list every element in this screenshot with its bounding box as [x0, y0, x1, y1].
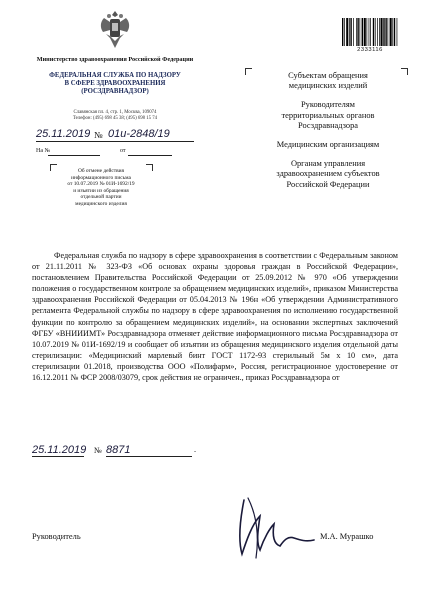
na-label: На № — [36, 148, 51, 154]
registration-no-label: № — [94, 130, 103, 140]
body-paragraph: Федеральная служба по надзору в сфере здравоохранения в соответствии с Федеральным законом от 21.11.2011 № 323-ФЗ «Об основах охраны здоровья граждан в Российской Федерации», постановлением Правительства Российской Федерации от 25.09.2012 № 970 «Об утверждении положения о государственном контроле за обращением медицинских изделий», приказом Министерства здравоохранения Российской Федерации от 05.04.2013 № 196н «Об утверждении Административного регламента Федеральной службы по надзору в сфере здравоохранения по исполнению государственной функции по контролю за обращением медицинских изделий», на основании экспертных заключений ФГБУ «ВНИИИМТ» Росздравнадзора отменяет действие информационного письма Росздравнадзора от 10.07.2019 № 01И-1692/19 и сообщает об изъятии из обращения медицинского изделия отдельной даты стерилизации: «Медицинский марлевый бинт ГОСТ 1172-93 стерильный 5м х 10 см», дата стерилизации 01.2018, производства ООО «Полифарм», Россия, регистрационное удостоверение от 16.12.2011 № ФСР 2008/03079, срок действия не ограничен., приказ Росздравнадзора от — [32, 251, 398, 383]
order-reference — [32, 444, 232, 458]
ministry-name: Министерство здравоохранения Российской Федерации — [36, 56, 194, 63]
addressee-1: Субъектам обращения медицинских изделий — [288, 71, 368, 91]
order-number-underline — [106, 456, 192, 457]
addressee-block — [253, 71, 403, 199]
addressee-bracket-left — [245, 68, 252, 75]
signer-name: М.А. Мурашко — [320, 532, 374, 541]
order-date: 25.11.2019 — [32, 444, 87, 456]
addressee-3: Медицинским организациям — [276, 140, 380, 150]
order-no-label: № — [94, 446, 102, 455]
barcode-number: 2333116 — [357, 47, 383, 53]
na-underline — [48, 155, 100, 156]
subject-line-6: медицинского изделия — [75, 200, 127, 207]
subject-line-2: информационного письма — [71, 174, 131, 181]
order-number: 8871 — [106, 444, 131, 456]
barcode-image — [342, 18, 398, 46]
registration-underline — [36, 141, 194, 142]
ot-underline — [128, 155, 172, 156]
head-label: Руководитель — [32, 532, 81, 541]
subject-line-5: отдельной партии — [80, 194, 122, 201]
order-date-underline — [32, 456, 84, 457]
address-block — [20, 110, 210, 122]
phone-line: Телефон: (495) 698 45 38; (495) 698 15 74 — [72, 116, 158, 122]
subject-line-4: и изъятии из обращения — [73, 187, 129, 194]
service-line-1: ФЕДЕРАЛЬНАЯ СЛУЖБА ПО НАДЗОРУ — [49, 72, 181, 79]
emblem-icon — [98, 8, 132, 52]
order-tail: . — [194, 445, 197, 454]
address-line: Славянская пл. 4, стр. 1, Москва, 109074 — [73, 110, 157, 115]
registration-date: 25.11.2019 — [36, 128, 91, 140]
subject-block — [56, 168, 146, 208]
reference-line — [36, 148, 176, 158]
service-line-2: В СФЕРЕ ЗДРАВООХРАНЕНИЯ — [64, 80, 166, 87]
addressee-4: Органам управления здравоохранением субъектов Российской Федерации — [276, 159, 380, 189]
signature-image — [230, 480, 320, 570]
service-name — [20, 72, 210, 96]
subject-line-3: от 10.07.2019 № 01И-1692/19 — [67, 181, 135, 188]
service-line-3: (РОСЗДРАВНАДЗОР) — [81, 88, 149, 95]
subject-bracket-right — [146, 164, 153, 171]
registration-number: 01и-2848/19 — [108, 128, 170, 140]
subject-line-1: Об отмене действия — [77, 168, 125, 174]
registration-line — [36, 128, 216, 144]
addressee-2: Руководителям территориальных органов Росздравнадзора — [281, 100, 375, 130]
ot-label: от — [120, 148, 126, 154]
